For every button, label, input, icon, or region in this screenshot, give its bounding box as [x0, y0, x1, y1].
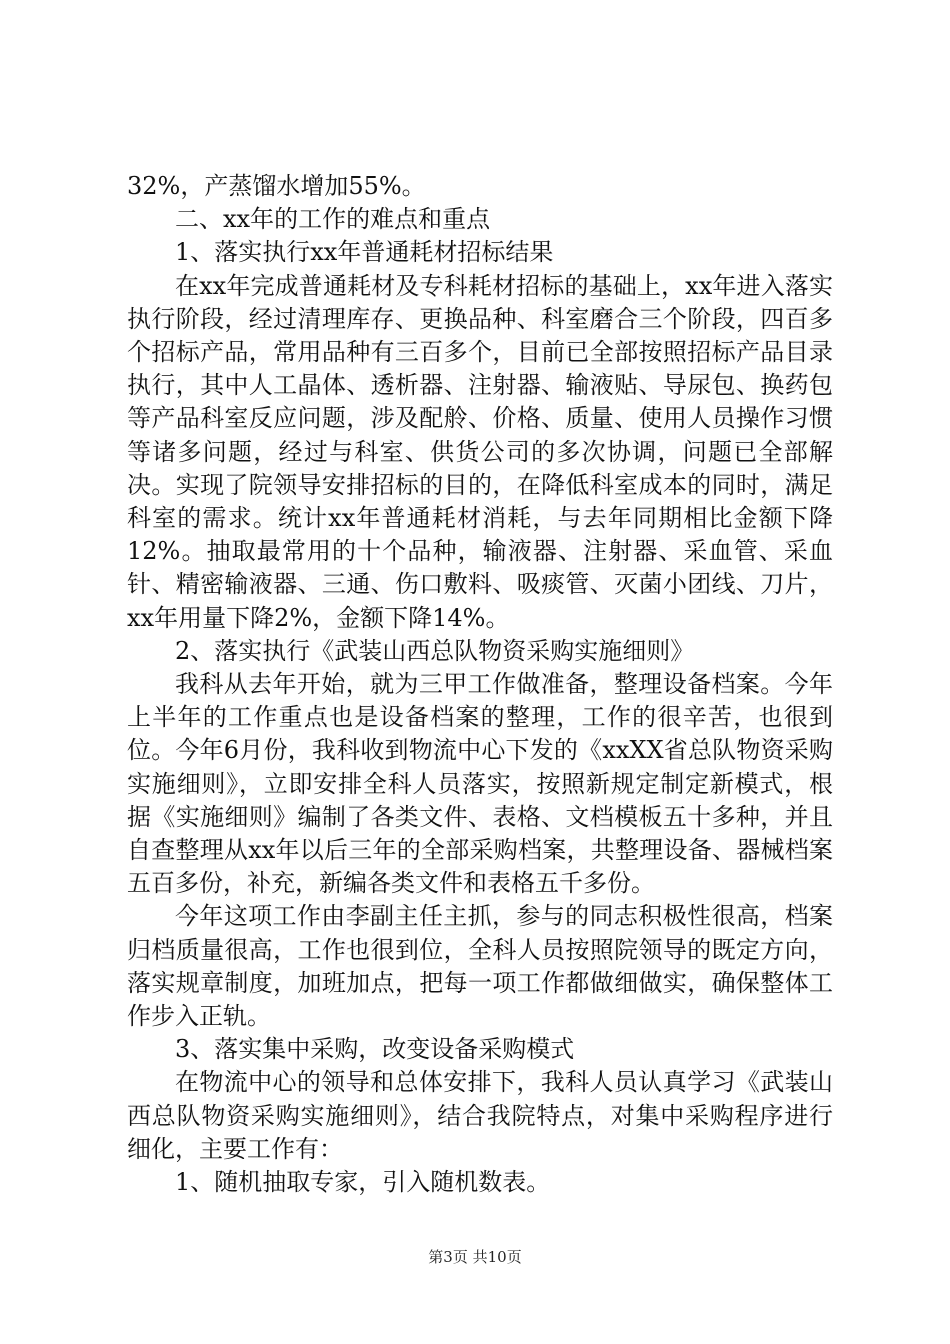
page-footer: 第3页 共10页	[428, 1248, 522, 1266]
paragraph-deputy-director: 今年这项工作由李副主任主抓，参与的同志积极性很高，档案归档质量很高，工作也很到位，全科人员按照院领导的既定方向，落实规章制度，加班加点，把每一项工作都做细做实，确保整体工作步入正轨。	[127, 902, 833, 1031]
paragraph-1: 32%，产蒸馏水增加55%。	[127, 172, 426, 200]
section-heading-2: 二、xx年的工作的难点和重点	[175, 205, 491, 234]
paragraph-centralized-purchase: 在物流中心的领导和总体安排下，我科人员认真学习《武装山西总队物资采购实施细则》，结合我院特点，对集中采购程序进行细化，主要工作有：	[127, 1068, 833, 1163]
document-body	[127, 170, 833, 1199]
subheading-3: 3、落实集中采购，改变设备采购模式	[175, 1035, 575, 1064]
paragraph-archives: 我科从去年开始，就为三甲工作做准备，整理设备档案。今年上半年的工作重点也是设备档案的整理，工作的很辛苦，也很到位。今年6月份，我科收到物流中心下发的《xxXX省总队物资采购实施细则》，立即安排全科人员落实，按照新规定制定新模式，根据《实施细则》编制了各类文件、表格、文档模板五十多种，并且自查整理从xx年以后三年的全部采购档案，共整理设备、器械档案五百多份，补充，新编各类文件和表格五千多份。	[127, 670, 833, 898]
paragraph-tender-results: 在xx年完成普通耗材及专科耗材招标的基础上，xx年进入落实执行阶段，经过清理库存、更换品种、科室磨合三个阶段，四百多个招标产品，常用品种有三百多个，目前已全部按照招标产品目录执行，其中人工晶体、透析器、注射器、输液贴、导尿包、换药包等产品科室反应问题，涉及配舲、价格、质量、使用人员操作习惯等诸多问题，经过与科室、供货公司的多次协调，问题已全部解决。实现了院领导安排招标的目的，在降低科室成本的同时，满足科室的需求。统计xx年普通耗材消耗，与去年同期相比金额下降12%。抽取最常用的十个品种，输液器、注射器、采血管、采血针、精密输液器、三通、伤口敷料、吸痰管、灭菌小团线、刀片，xx年用量下降2%，金额下降14%。	[127, 271, 833, 632]
list-item-1: 1、随机抽取专家，引入随机数表。	[175, 1168, 551, 1197]
subheading-2: 2、落实执行《武装山西总队物资采购实施细则》	[175, 636, 695, 665]
subheading-1: 1、落实执行xx年普通耗材招标结果	[175, 238, 554, 267]
